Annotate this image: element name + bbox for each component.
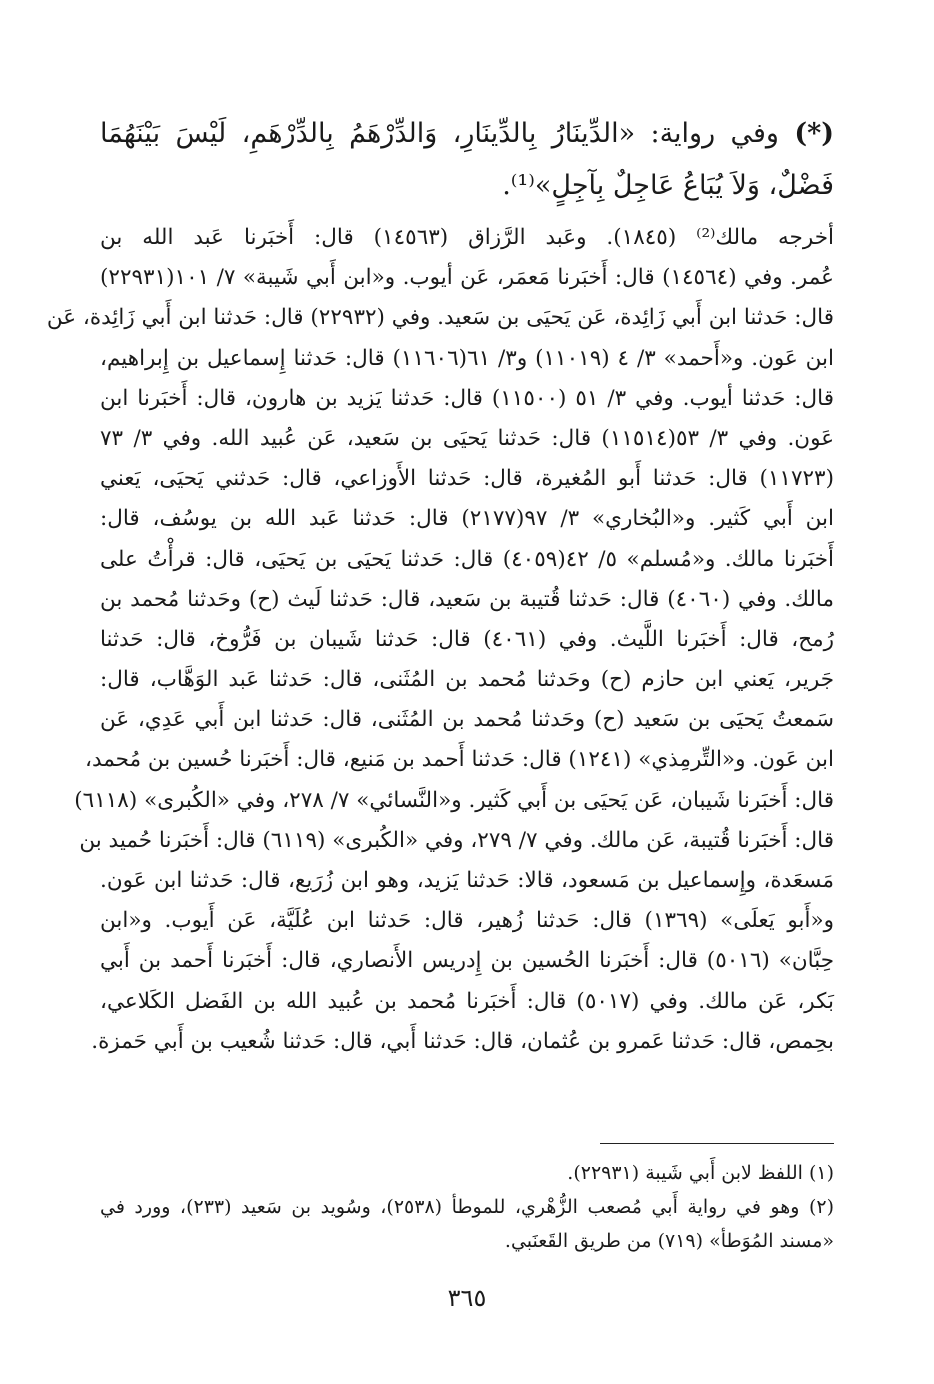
text-line: و«أَبو يَعلَى» (١٣٦٩) قال: حَدثنا زُهير، قال: حَدثنا ابن عُلَيَّة، عَن أَيوب. و«ابن [100,908,834,934]
text-line: أخرجه مالك⁽²⁾ (١٨٤٥). وعَبد الرَّزاق (١٤٥٦٣) قال: أَخبَرنا عَبد الله بن [100,225,834,250]
text-line: قال: أَخبَرنا شَيبان، عَن يَحيَى بن أَبي كَثير. و«النَّسائي» ٧/ ٢٧٨، وفي «الكُبرى» (٦١١٨) [74,787,834,813]
text-line: مالك. وفي (٤٠٦٠) قال: حَدثنا قُتيبة بن سَعيد، قال: حَدثنا لَيث (ح) وحَدثنا مُحمد بن [100,586,834,612]
text-line: عَون. وفي ٣/ ٥٣(١١٥١٤) قال: حَدثنا يَحيَى بن سَعيد، عَن عُبيد الله. وفي ٣/ ٧٣ [100,425,835,451]
footnotes [100,1156,834,1258]
text-line: رُمح، قال: أَخبَرنا اللَّيث. وفي (٤٠٦١) قال: حَدثنا شَيبان بن فَرُّوخ، قال: حَدثنا [100,626,834,652]
text-line: ابن عَون. و«أَحمد» ٣/ ٤ (١١٠١٩) و٣/ ٦١(١١٦٠٦) قال: حَدثنا إِسماعيل بن إِبراهيم، [100,345,835,371]
text-line: ابن عَون. و«التِّرمِذي» (١٢٤١) قال: حَدثنا أَحمد بن مَنيع، قال: أَخبَرنا حُسين بن مُحمد، [85,747,834,773]
hadith-body: وفي رواية: «الدِّينَارُ بِالدِّينَارِ، وَالدِّرْهَمُ بِالدِّرْهَمِ، لَيْسَ بَيْنَهُمَا فَضْلٌ، وَلاَ يُبَاعُ عَاجِلٌ بِآجِلٍ»⁽¹⁾. [100,118,834,201]
text-line: مَسعَدة، وإِسماعيل بن مَسعود، قالا: حَدثنا يَزيد، وهو ابن زُرَيع، قال: حَدثنا ابن عَون. [100,868,834,893]
footnote-2-continued: «مسند المُوَطأ» (٧١٩) من طريق القَعنَبي. [504,1230,834,1252]
hadith-marker: (*) [794,118,834,149]
takhrij-paragraph [46,218,835,1062]
text-line: قال: حَدثنا أيوب. وفي ٣/ ٥١ (١١٥٠٠) قال: حَدثنا يَزيد بن هارون، قال: أَخبَرنا ابن [100,385,834,411]
hadith-text [100,108,834,212]
text-line: جَرير، يَعني ابن حازم (ح) وحَدثنا مُحمد بن المُثَنى، قال: حَدثنا عَبد الوَهَّاب، قال: [100,667,834,693]
text-line: حِبَّان» (٥٠١٦) قال: أَخبَرنا الحُسين بن إِدريس الأَنصاري، قال: أَخبَرنا أَحمد بن أَبي [100,948,834,974]
footnote-divider [600,1143,834,1144]
footnote-1: (١) اللفظ لابن أَبي شَيبة (٢٢٩٣١). [567,1162,834,1184]
text-line: بَكر، عَن مالك. وفي (٥٠١٧) قال: أَخبَرنا مُحمد بن عُبيد الله بن الفَضل الكَلاعي، [100,988,834,1014]
text-line: قال: أَخبَرنا قُتيبة، عَن مالك. وفي ٧/ ٢٧٩، وفي «الكُبرى» (٦١١٩) قال: أَخبَرنا حُميد بن [79,827,834,853]
text-line: أَخبَرنا مالك. و«مُسلم» ٥/ ٤٢(٤٠٥٩) قال: حَدثنا يَحيَى بن يَحيَى، قال: قرأْتُ على [100,546,834,572]
text-line: ابن أَبي كَثير. و«البُخاري» ٣/ ٩٧(٢١٧٧) قال: حَدثنا عَبد الله بن يوسُف، قال: [100,506,835,532]
text-line: بحِمص، قال: حَدثنا عَمرو بن عُثمان، قال: حَدثنا أَبي، قال: حَدثنا شُعيب بن أَبي حَمزة. [91,1028,834,1054]
text-line: سَمعتُ يَحيَى بن سَعيد (ح) وحَدثنا مُحمد بن المُثَنى، قال: حَدثنا ابن أَبي عَدِي، عَن [100,707,834,733]
main-text-block [46,108,835,1062]
page-number: ٣٦٥ [447,1284,487,1312]
text-line: عُمر. وفي (١٤٥٦٤) قال: أَخبَرنا مَعمَر، عَن أيوب. و«ابن أَبي شَيبة» ٧/ ١٠١(٢٢٩٣١) [100,265,834,291]
footnote-2: (٢) وهو في رواية أَبي مُصعب الزُّهْري، للموطأ (٢٥٣٨)، وسُويد بن سَعيد (٢٣٣)، وورد في [100,1196,835,1218]
text-line: قال: حَدثنا ابن أَبي زَائِدة، عَن يَحيَى بن سَعيد. وفي (٢٢٩٣٢) قال: حَدثنا ابن أَبي زَائِدة، عَن [46,305,834,331]
text-line: (١١٧٢٣) قال: حَدثنا أَبو المُغيرة، قال: حَدثنا الأَوزاعي، قال: حَدثني يَحيَى، يَعني [100,466,834,492]
